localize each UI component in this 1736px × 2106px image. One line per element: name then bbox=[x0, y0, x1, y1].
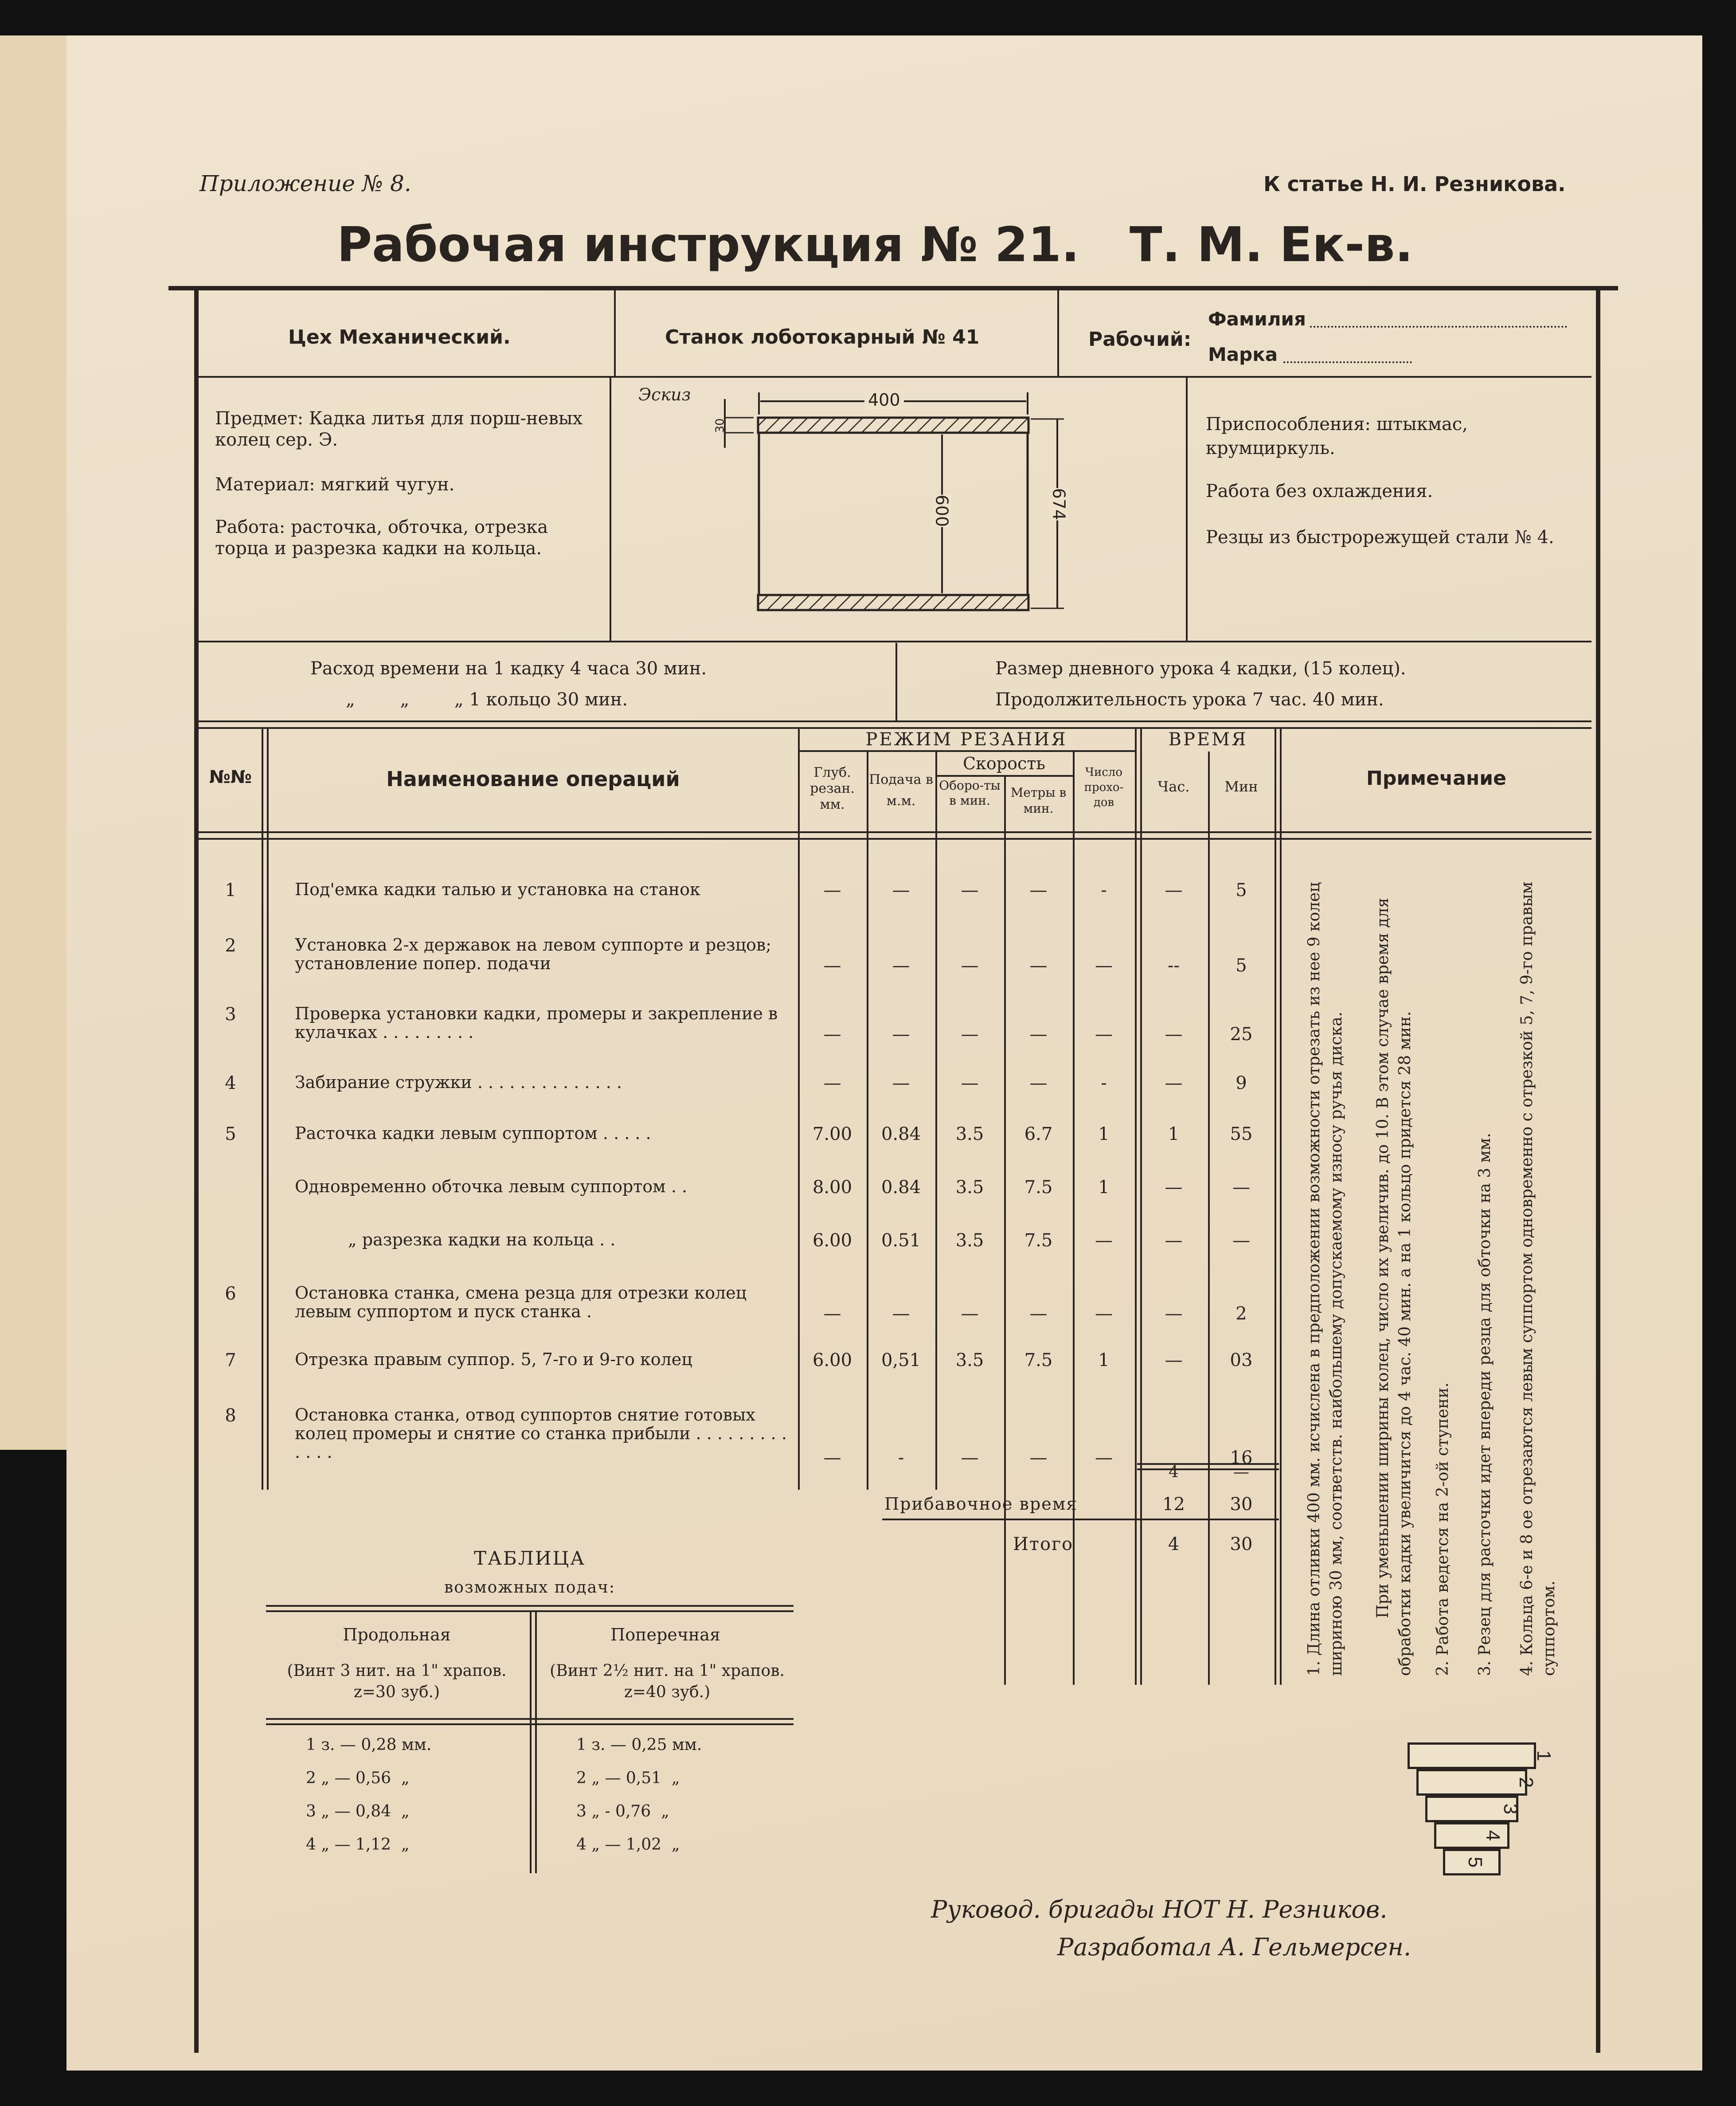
note-2: 2. Работа ведется на 2-ой ступени. bbox=[1434, 1382, 1452, 1676]
col-line bbox=[1004, 776, 1006, 1685]
op-name: Проверка установки кадки, промеры и закрепление в кулачках . . . . . . . . . bbox=[295, 1004, 778, 1042]
op-min: — bbox=[1232, 1230, 1250, 1251]
op-feed: - bbox=[898, 1448, 904, 1468]
divider bbox=[610, 377, 611, 641]
op-pass: 1 bbox=[1098, 1124, 1110, 1144]
subtotal-minutes: — bbox=[1233, 1463, 1249, 1481]
op-h: -- bbox=[1167, 955, 1180, 976]
total-minutes: 30 bbox=[1230, 1534, 1253, 1554]
pulley-step-label: 3 bbox=[1500, 1803, 1522, 1815]
op-min: 2 bbox=[1236, 1304, 1247, 1324]
note-1-continued: При уменьшении ширины колец, число их увеличив. до 10. В этом случае время для обработки кадки увеличится до 4 час. 40 мин. а на 1 кольцо придется 28 мин. bbox=[1374, 897, 1414, 1676]
divider bbox=[1057, 290, 1059, 377]
folded-paper-edge bbox=[0, 35, 66, 1450]
feed-cross-value: 3 „ - 0,76 „ bbox=[576, 1802, 669, 1820]
op-depth: 8.00 bbox=[812, 1177, 852, 1198]
op-feed: — bbox=[892, 1073, 910, 1093]
pulley-step bbox=[1408, 1742, 1536, 1769]
op-pass: — bbox=[1095, 1304, 1113, 1324]
op-pass: - bbox=[1101, 880, 1107, 900]
header-rpm: Оборо-ты в мин. bbox=[939, 778, 1001, 808]
extra-time-hours: 12 bbox=[1162, 1494, 1185, 1515]
dimension-674: 674 bbox=[1049, 488, 1069, 521]
total-label: Итого bbox=[1013, 1534, 1074, 1554]
op-min: 03 bbox=[1230, 1350, 1253, 1370]
op-m: — bbox=[1029, 1448, 1048, 1468]
pulley-step-label: 1 bbox=[1533, 1750, 1555, 1762]
op-name: Одновременно обточка левым суппортом . . bbox=[295, 1177, 688, 1196]
op-m: 7.5 bbox=[1024, 1350, 1053, 1370]
header-cutting-mode: РЕЖИМ РЕЗАНИЯ bbox=[865, 729, 1067, 750]
op-rpm: 3.5 bbox=[955, 1230, 984, 1251]
op-number: 2 bbox=[225, 936, 236, 956]
op-depth: — bbox=[823, 1073, 841, 1093]
op-name: Остановка станка, смена резца для отрезки колец левым суппортом и пуск станка . bbox=[295, 1283, 747, 1321]
worker-label: Рабочий: bbox=[1088, 328, 1192, 351]
op-h: — bbox=[1165, 1177, 1183, 1198]
header-num: №№ bbox=[209, 767, 252, 787]
op-number: 1 bbox=[225, 880, 236, 900]
op-pass: 1 bbox=[1098, 1350, 1110, 1370]
op-depth: — bbox=[823, 880, 841, 900]
op-m: 7.5 bbox=[1024, 1177, 1053, 1198]
op-h: — bbox=[1165, 1350, 1183, 1370]
divider bbox=[1186, 377, 1188, 641]
divider bbox=[195, 831, 1591, 833]
header-speed: Скорость bbox=[963, 754, 1045, 773]
divider bbox=[895, 643, 897, 720]
time-consumption-kadka: Расход времени на 1 кадку 4 часа 30 мин. bbox=[310, 658, 707, 679]
op-name: Отрезка правым суппор. 5, 7-го и 9-го колец bbox=[295, 1350, 692, 1369]
col-line bbox=[1280, 727, 1282, 1685]
daily-task-size: Размер дневного урока 4 кадки, (15 колец). bbox=[995, 658, 1406, 679]
op-number: 8 bbox=[225, 1405, 236, 1426]
feed-longitudinal-screw: (Винт 3 нит. на 1" храпов. z=30 зуб.) bbox=[287, 1662, 507, 1701]
op-h: — bbox=[1165, 1230, 1183, 1251]
feed-cross-screw: (Винт 2½ нит. на 1" храпов. z=40 зуб.) bbox=[550, 1662, 785, 1701]
op-rpm: 3.5 bbox=[955, 1124, 984, 1144]
col-line bbox=[1135, 727, 1137, 1685]
op-name: „ разрезка кадки на кольца . . bbox=[348, 1230, 616, 1249]
op-depth: — bbox=[823, 1304, 841, 1324]
article-reference: К статье Н. И. Резникова. bbox=[1263, 172, 1566, 196]
divider bbox=[195, 838, 1591, 840]
sketch-label: Эскиз bbox=[638, 385, 691, 404]
frame-right bbox=[1596, 288, 1600, 2053]
op-m: — bbox=[1029, 1024, 1048, 1045]
op-rpm: — bbox=[961, 1304, 979, 1324]
op-feed: — bbox=[892, 880, 910, 900]
feed-table-title: ТАБЛИЦА bbox=[474, 1547, 586, 1569]
op-h: — bbox=[1165, 1304, 1183, 1324]
header-minutes: Мин bbox=[1224, 778, 1258, 795]
op-depth: 6.00 bbox=[812, 1230, 852, 1251]
op-rpm: — bbox=[961, 1073, 979, 1093]
appendix-label: Приложение № 8. bbox=[199, 171, 411, 196]
feed-longitudinal-value: 3 „ — 0,84 „ bbox=[306, 1802, 410, 1820]
header-depth: Глуб. резан. мм. bbox=[810, 765, 855, 812]
header-feed: Подача в м.м. bbox=[869, 772, 933, 809]
task-duration: Продолжительность урока 7 час. 40 мин. bbox=[995, 689, 1384, 710]
col-line bbox=[262, 727, 263, 1490]
op-min: 25 bbox=[1230, 1024, 1253, 1045]
divider bbox=[882, 1519, 1279, 1520]
extra-time-minutes: 30 bbox=[1230, 1494, 1253, 1515]
op-m: — bbox=[1029, 1304, 1048, 1324]
feed-longitudinal-value: 4 „ — 1,12 „ bbox=[306, 1836, 410, 1854]
extra-time-label: Прибавочное время bbox=[884, 1494, 1078, 1514]
op-rpm: — bbox=[961, 1448, 979, 1468]
note-1: 1. Длина отливки 400 мм. исчислена в предположении возможности отрезать из нее 9 колец шириною 30 мм, соответств. наибольшему допускаемому износу ручья диска. bbox=[1305, 882, 1345, 1676]
pulley-step-label: 2 bbox=[1515, 1777, 1537, 1788]
feed-cross-title: Поперечная bbox=[610, 1625, 720, 1644]
pulley-step-label: 5 bbox=[1464, 1856, 1486, 1868]
op-feed: 0.84 bbox=[881, 1124, 921, 1144]
divider bbox=[266, 1605, 794, 1607]
header-meters: Метры в мин. bbox=[1010, 785, 1067, 816]
sketch-drawing bbox=[692, 381, 1091, 612]
col-line bbox=[267, 727, 269, 1490]
dimension-600: 600 bbox=[932, 494, 952, 527]
op-h: — bbox=[1165, 1024, 1183, 1045]
signature-author: Разработал А. Гельмерсен. bbox=[1057, 1933, 1411, 1961]
op-min: 5 bbox=[1236, 955, 1247, 976]
op-h: — bbox=[1165, 1073, 1183, 1093]
op-depth: — bbox=[823, 1448, 841, 1468]
pulley-step bbox=[1416, 1769, 1527, 1796]
col-line bbox=[867, 752, 868, 1490]
op-rpm: — bbox=[961, 955, 979, 976]
divider bbox=[195, 641, 1591, 642]
mark-field[interactable] bbox=[1283, 361, 1412, 363]
op-feed: — bbox=[892, 1024, 910, 1045]
feed-cross-value: 2 „ — 0,51 „ bbox=[576, 1769, 680, 1787]
cutters-text: Резцы из быстрорежущей стали № 4. bbox=[1206, 527, 1554, 548]
op-pass: - bbox=[1101, 1073, 1107, 1093]
top-rule bbox=[168, 286, 1618, 290]
divider bbox=[614, 290, 616, 377]
tools-text: Приспособления: штыкмас, крумциркуль. bbox=[1206, 414, 1468, 458]
op-rpm: — bbox=[961, 1024, 979, 1045]
op-m: — bbox=[1029, 955, 1048, 976]
divider bbox=[530, 1612, 532, 1873]
op-depth: 7.00 bbox=[812, 1124, 852, 1144]
col-line bbox=[798, 727, 800, 1490]
op-pass: 1 bbox=[1098, 1177, 1110, 1198]
page-title: Рабочая инструкция № 21. Т. М. Ек-в. bbox=[337, 217, 1413, 273]
op-min: 5 bbox=[1236, 880, 1247, 900]
op-min: 16 bbox=[1230, 1448, 1253, 1468]
divider bbox=[535, 1612, 537, 1873]
mark-label: Марка bbox=[1208, 344, 1278, 365]
op-depth: — bbox=[823, 1024, 841, 1045]
feed-longitudinal-title: Продольная bbox=[343, 1625, 451, 1644]
pulley-step-label: 4 bbox=[1482, 1830, 1504, 1841]
feed-cross-value: 1 з. — 0,25 мм. bbox=[576, 1736, 702, 1754]
dimension-30: 30 bbox=[713, 418, 727, 433]
feed-table-subtitle: возможных подач: bbox=[444, 1578, 615, 1597]
op-rpm: — bbox=[961, 880, 979, 900]
op-m: 7.5 bbox=[1024, 1230, 1053, 1251]
col-line bbox=[1208, 752, 1210, 1685]
time-consumption-ring: „ „ „ 1 кольцо 30 мин. bbox=[346, 689, 628, 710]
op-number: 4 bbox=[225, 1073, 236, 1093]
op-min: — bbox=[1232, 1177, 1250, 1198]
subject-text: Предмет: Кадка литья для порш-невых колец сер. Э. bbox=[215, 408, 583, 450]
op-m: — bbox=[1029, 880, 1048, 900]
op-name: Забирание стружки . . . . . . . . . . . . . . bbox=[295, 1073, 622, 1092]
op-feed: 0.84 bbox=[881, 1177, 921, 1198]
op-number: 7 bbox=[225, 1350, 236, 1370]
op-depth: 6.00 bbox=[812, 1350, 852, 1370]
op-pass: — bbox=[1095, 1448, 1113, 1468]
op-number: 3 bbox=[225, 1004, 236, 1025]
subtotal-hours: 4 bbox=[1169, 1463, 1179, 1481]
header-time: ВРЕМЯ bbox=[1168, 729, 1248, 750]
col-line bbox=[1275, 727, 1276, 1685]
divider bbox=[195, 720, 1591, 722]
frame-left bbox=[194, 288, 199, 2053]
divider bbox=[266, 1718, 794, 1720]
op-h: — bbox=[1165, 880, 1183, 900]
op-name: Под'емка кадки талью и установка на станок bbox=[295, 880, 700, 899]
header-operation-name: Наименование операций bbox=[386, 767, 680, 791]
op-pass: — bbox=[1095, 1230, 1113, 1251]
op-depth: — bbox=[823, 955, 841, 976]
op-m: 6.7 bbox=[1024, 1124, 1053, 1144]
op-name: Расточка кадки левым суппортом . . . . . bbox=[295, 1123, 651, 1143]
op-m: — bbox=[1029, 1073, 1048, 1093]
total-hours: 4 bbox=[1168, 1534, 1180, 1554]
op-rpm: 3.5 bbox=[955, 1177, 984, 1198]
op-number: 5 bbox=[225, 1124, 236, 1144]
op-min: 9 bbox=[1236, 1073, 1247, 1093]
op-name: Остановка станка, отвод суппортов снятие готовых колец промеры и снятие со станка прибыли . . . . . . . . . . . . . bbox=[295, 1405, 787, 1462]
feed-cross-value: 4 „ — 1,02 „ bbox=[576, 1836, 680, 1854]
divider bbox=[798, 750, 1135, 752]
header-hours: Час. bbox=[1157, 778, 1190, 795]
surname-field[interactable] bbox=[1310, 326, 1567, 328]
header-notes: Примечание bbox=[1366, 767, 1506, 790]
note-3: 3. Резец для расточки идет впереди резца для обточки на 3 мм. bbox=[1476, 1133, 1494, 1676]
signature-lead: Руковод. бригады НОТ Н. Резников. bbox=[931, 1895, 1388, 1923]
op-feed: — bbox=[892, 1304, 910, 1324]
divider bbox=[266, 1723, 794, 1725]
col-line bbox=[935, 752, 937, 1490]
cooling-text: Работа без охлаждения. bbox=[1206, 481, 1433, 501]
note-4: 4. Кольца 6-е и 8 ое отрезаются левым суппортом одновременно с отрезкой 5, 7, 9-го правым суппортом. bbox=[1518, 881, 1558, 1676]
op-number: 6 bbox=[225, 1284, 236, 1304]
shop-label: Цех Механический. bbox=[288, 326, 511, 348]
surname-label: Фамилия bbox=[1208, 308, 1306, 330]
machine-label: Станок лоботокарный № 41 bbox=[665, 326, 980, 348]
feed-longitudinal-value: 2 „ — 0,56 „ bbox=[306, 1769, 410, 1787]
work-text: Работа: расточка, обточка, отрезка торца и разрезка кадки на кольца. bbox=[215, 517, 548, 559]
op-rpm: 3.5 bbox=[955, 1350, 984, 1370]
op-pass: — bbox=[1095, 955, 1113, 976]
op-pass: — bbox=[1095, 1024, 1113, 1045]
dimension-400: 400 bbox=[864, 390, 904, 410]
op-name: Установка 2-х державок на левом суппорте и резцов; установление попер. подачи bbox=[295, 935, 772, 973]
divider bbox=[195, 727, 1591, 729]
op-feed: 0.51 bbox=[881, 1230, 921, 1251]
feed-longitudinal-value: 1 з. — 0,28 мм. bbox=[306, 1736, 432, 1754]
op-feed: 0,51 bbox=[881, 1350, 921, 1370]
op-h: 1 bbox=[1168, 1124, 1180, 1144]
op-min: 55 bbox=[1230, 1124, 1253, 1144]
op-feed: — bbox=[892, 955, 910, 976]
divider bbox=[195, 376, 1591, 378]
material-text: Материал: мягкий чугун. bbox=[215, 474, 455, 495]
header-passes: Число прохо-дов bbox=[1084, 766, 1124, 809]
